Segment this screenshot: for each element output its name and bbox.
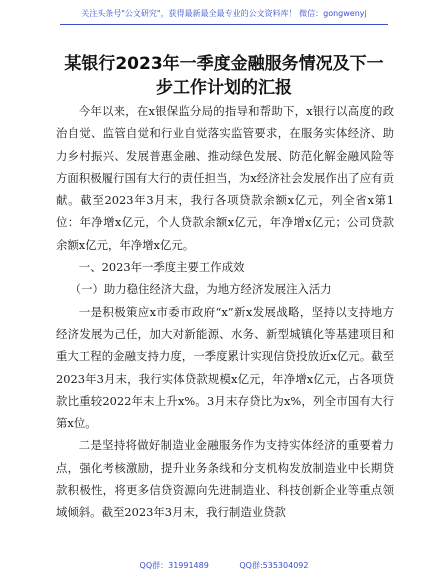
intro-paragraph: 今年以来，在x银保监分局的指导和帮助下，x银行以高度的政治自觉、监管自觉和行业自觉落实监管要求，在服务实体经济、助力乡村振兴、发展普惠金融、推动绿色发展、防范化解金融风险等方面积极履行国有大行的责任担当，为x经济社会发展作出了应有贡献。截至2023年3月末，我行各项贷款余额x亿元，列全省x第1位：年净增x亿元，个人贷款余额x亿元，年净增x亿元；公司贷款余额x亿元，年净增x亿元。 bbox=[56, 104, 394, 252]
footer bbox=[0, 560, 448, 571]
footer-qq-group-2: QQ群:535304092 bbox=[239, 561, 309, 570]
header-divider bbox=[60, 24, 388, 25]
section-heading-1: 一、2023年一季度主要工作成效 bbox=[78, 260, 245, 275]
subsection-heading-1: （一）助力稳住经济大盘，为地方经济发展注入活力 bbox=[69, 282, 332, 297]
document-title: 某银行2023年一季度金融服务情况及下一步工作计划的汇报 bbox=[64, 54, 384, 98]
header-banner: 关注头条号"公文研究"，获得最新最全最专业的公文资料库！ 微信：gongwenyj bbox=[81, 9, 367, 18]
body-paragraph-1: 一是积极策应x市委市政府“x”新x发展战略，坚持以支持地方经济发展为己任，加大对新能源、水务、新型城镇化等基建项目和重大工程的金融支持力度，一季度累计实现信贷投放近x亿元。截至2023年3月末，我行实体贷款规模x亿元，年净增x亿元，占各项贷款比重较2022年末上升x%。3月末存贷比为x%，列全市国有大行第x位。 bbox=[56, 304, 394, 431]
footer-qq-group-1: QQ群：31991489 bbox=[139, 561, 209, 570]
document-body bbox=[56, 100, 394, 524]
body-paragraph-2: 二是坚持将做好制造业金融服务作为支持实体经济的重要着力点，强化考核激励，提升业务条线和分支机构发放制造业中长期贷款积极性，将更多信贷资源向先进制造业、科技创新企业等重点领域倾斜。截至2023年3月末，我行制造业贷款 bbox=[56, 438, 394, 520]
